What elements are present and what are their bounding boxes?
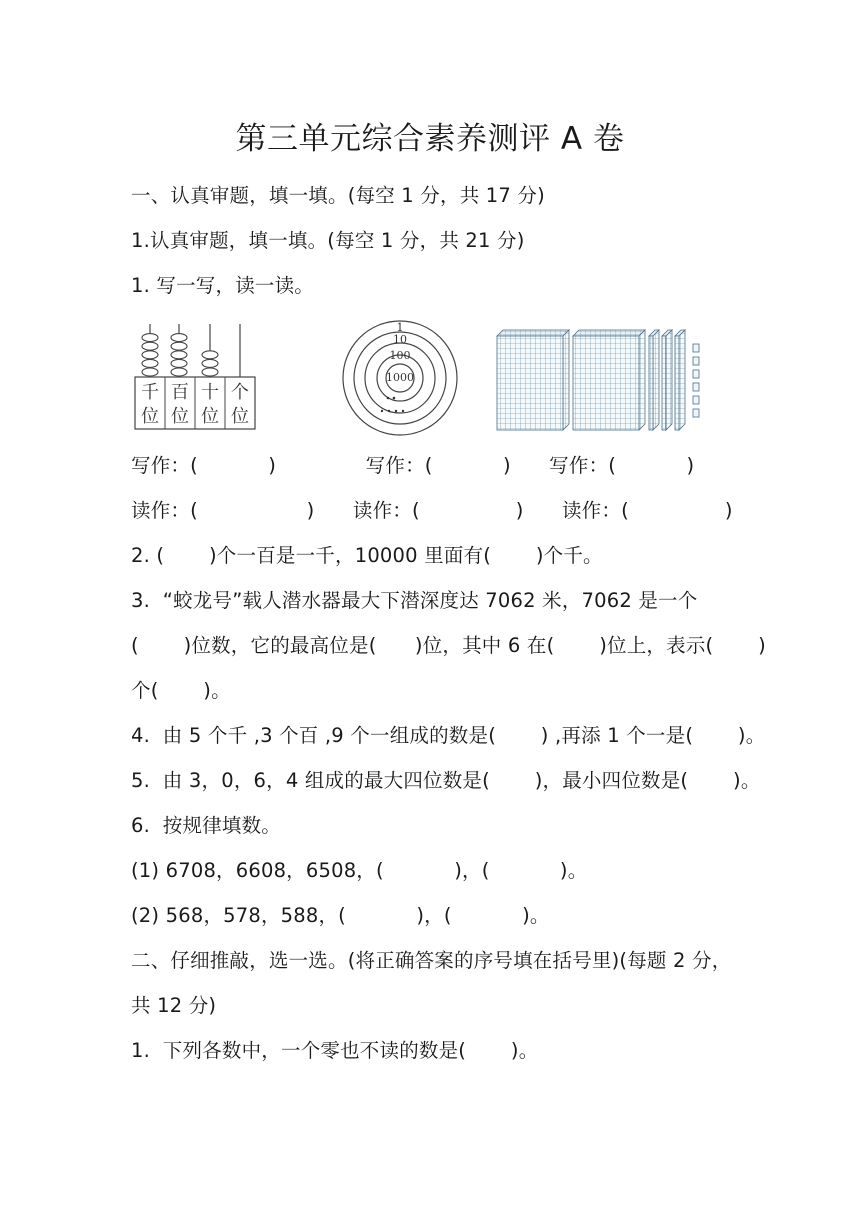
one-unit — [693, 344, 699, 352]
svg-text:位: 位 — [171, 406, 189, 427]
svg-text:位: 位 — [141, 406, 159, 427]
read-blanks-row: 读作：( ) 读作：( ) 读作：( ) — [131, 499, 733, 522]
write-blanks-row: 写作：( ) 写作：( ) 写作：( ) — [131, 454, 695, 477]
section-one-heading: 一、认真审题，填一填。(每空 1 分，共 17 分) — [131, 184, 545, 207]
counting-rings-figure — [340, 318, 460, 438]
one-unit — [693, 370, 699, 378]
question-6-part-1: (1) 6708，6608，6508，( )，( )。 — [131, 859, 588, 882]
abacus-bead — [171, 351, 187, 359]
abacus-column-label: 千 — [141, 382, 159, 403]
base-ten-blocks-figure — [495, 328, 725, 432]
abacus-figure — [133, 322, 259, 432]
abacus-column-label: 百 — [171, 382, 189, 403]
thousand-cube — [497, 336, 563, 430]
ring-label: 1 — [396, 321, 404, 334]
abacus-bead — [142, 368, 158, 376]
question-3: 3. “蛟龙号”载人潜水器最大下潜深度达 7062 米，7062 是一个 — [131, 589, 698, 612]
hundred-flat — [662, 336, 666, 430]
one-unit — [693, 396, 699, 404]
hundred-flat — [675, 336, 679, 430]
section-two-heading-cont: 共 12 分) — [131, 994, 217, 1017]
abacus-bead — [142, 359, 158, 367]
ring-label: 10 — [393, 333, 407, 346]
svg-text:位: 位 — [231, 406, 249, 427]
abacus-bead — [171, 368, 187, 376]
one-unit — [693, 383, 699, 391]
abacus-bead — [202, 359, 218, 367]
thousand-cube — [573, 336, 639, 430]
abacus-bead — [171, 359, 187, 367]
ring-label: 100 — [389, 349, 411, 362]
section-two-heading: 二、仔细推敲，选一选。(将正确答案的序号填在括号里)(每题 2 分， — [131, 949, 732, 972]
abacus-bead — [142, 334, 158, 342]
question-1: 1. 写一写，读一读。 — [131, 274, 315, 297]
abacus-bead — [202, 351, 218, 359]
subsection-heading: 1.认真审题，填一填。(每空 1 分，共 21 分) — [131, 229, 525, 252]
question-4: 4. 由 5 个千 ,3 个百 ,9 个一组成的数是( ) ,再添 1 个一是( )。 — [131, 724, 766, 747]
page-title: 第三单元综合素养测评 A 卷 — [235, 121, 625, 157]
question-3-end: 个( )。 — [131, 679, 231, 702]
one-unit — [693, 409, 699, 417]
question-2: 2. ( )个一百是一千，10000 里面有( )个千。 — [131, 544, 603, 567]
abacus-bead — [202, 368, 218, 376]
abacus-bead — [142, 342, 158, 350]
ring-label: 1000 — [386, 371, 414, 384]
question-3-cont: ( )位数，它的最高位是( )位，其中 6 在( )位上，表示( ) — [131, 634, 766, 657]
abacus-bead — [142, 351, 158, 359]
hundred-flat — [649, 336, 653, 430]
abacus-column-label: 个 — [231, 382, 249, 403]
abacus-bead — [171, 334, 187, 342]
question-5: 5. 由 3，0，6，4 组成的最大四位数是( )，最小四位数是( )。 — [131, 769, 761, 792]
svg-text:位: 位 — [201, 406, 219, 427]
question-6: 6. 按规律填数。 — [131, 814, 282, 837]
section-two-question-1: 1. 下列各数中，一个零也不读的数是( )。 — [131, 1039, 539, 1062]
abacus-column-label: 十 — [201, 382, 219, 403]
one-unit — [693, 357, 699, 365]
question-6-part-2: (2) 568，578，588，( )，( )。 — [131, 904, 550, 927]
abacus-bead — [171, 342, 187, 350]
